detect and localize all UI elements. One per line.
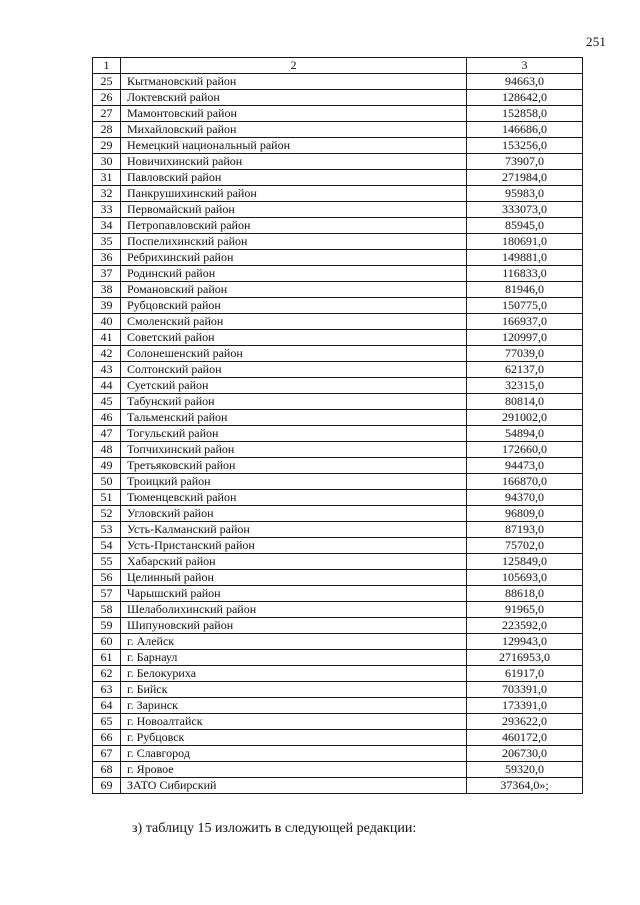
- row-number: 30: [93, 154, 121, 170]
- table-row: [93, 762, 583, 778]
- municipality-name: Ребрихинский район: [121, 250, 467, 266]
- amount-value: 59320,0: [467, 762, 583, 778]
- column-header-number: 1: [93, 58, 121, 74]
- row-number: 55: [93, 554, 121, 570]
- amount-value: 703391,0: [467, 682, 583, 698]
- amount-value: 85945,0: [467, 218, 583, 234]
- municipality-name: Целинный район: [121, 570, 467, 586]
- municipality-name: г. Рубцовск: [121, 730, 467, 746]
- municipality-name: Шелаболихинский район: [121, 602, 467, 618]
- row-number: 57: [93, 586, 121, 602]
- row-number: 66: [93, 730, 121, 746]
- municipality-name: Новичихинский район: [121, 154, 467, 170]
- row-number: 27: [93, 106, 121, 122]
- municipality-name: Локтевский район: [121, 90, 467, 106]
- municipality-name: Топчихинский район: [121, 442, 467, 458]
- table-row: [93, 154, 583, 170]
- municipality-name: Тюменцевский район: [121, 490, 467, 506]
- row-number: 60: [93, 634, 121, 650]
- municipality-name: ЗАТО Сибирский: [121, 778, 467, 794]
- table-row: [93, 506, 583, 522]
- amount-value: 128642,0: [467, 90, 583, 106]
- municipality-name: г. Бийск: [121, 682, 467, 698]
- amount-value: 73907,0: [467, 154, 583, 170]
- table-row: [93, 298, 583, 314]
- municipality-name: г. Славгород: [121, 746, 467, 762]
- amount-value: 150775,0: [467, 298, 583, 314]
- table-row: [93, 538, 583, 554]
- row-number: 56: [93, 570, 121, 586]
- amount-value: 293622,0: [467, 714, 583, 730]
- row-number: 62: [93, 666, 121, 682]
- amount-value: 37364,0»;: [467, 778, 583, 794]
- table-row: [93, 106, 583, 122]
- municipality-name: г. Алейск: [121, 634, 467, 650]
- amount-value: 166870,0: [467, 474, 583, 490]
- municipality-name: Петропавловский район: [121, 218, 467, 234]
- row-number: 59: [93, 618, 121, 634]
- amount-value: 271984,0: [467, 170, 583, 186]
- municipality-name: Хабарский район: [121, 554, 467, 570]
- municipality-name: Угловский район: [121, 506, 467, 522]
- municipality-name: Михайловский район: [121, 122, 467, 138]
- row-number: 35: [93, 234, 121, 250]
- row-number: 38: [93, 282, 121, 298]
- municipality-name: Тогульский район: [121, 426, 467, 442]
- table-row: [93, 362, 583, 378]
- table-row: [93, 410, 583, 426]
- row-number: 52: [93, 506, 121, 522]
- municipality-name: г. Барнаул: [121, 650, 467, 666]
- amount-value: 54894,0: [467, 426, 583, 442]
- row-number: 36: [93, 250, 121, 266]
- municipality-name: Первомайский район: [121, 202, 467, 218]
- row-number: 28: [93, 122, 121, 138]
- municipality-name: Суетский район: [121, 378, 467, 394]
- amount-value: 166937,0: [467, 314, 583, 330]
- table-row: [93, 186, 583, 202]
- municipality-name: Троицкий район: [121, 474, 467, 490]
- amount-value: 116833,0: [467, 266, 583, 282]
- amount-value: 32315,0: [467, 378, 583, 394]
- table-row: [93, 618, 583, 634]
- table-row: [93, 394, 583, 410]
- municipality-name: Шипуновский район: [121, 618, 467, 634]
- row-number: 45: [93, 394, 121, 410]
- table-row: [93, 138, 583, 154]
- municipality-name: г. Белокуриха: [121, 666, 467, 682]
- row-number: 26: [93, 90, 121, 106]
- table-row: [93, 74, 583, 90]
- municipality-name: Кытмановский район: [121, 74, 467, 90]
- table-row: [93, 250, 583, 266]
- amount-value: 87193,0: [467, 522, 583, 538]
- table-row: [93, 202, 583, 218]
- amount-value: 129943,0: [467, 634, 583, 650]
- table-row: [93, 442, 583, 458]
- amount-value: 172660,0: [467, 442, 583, 458]
- table-row: [93, 330, 583, 346]
- row-number: 32: [93, 186, 121, 202]
- row-number: 37: [93, 266, 121, 282]
- column-header-name: 2: [121, 58, 467, 74]
- table-row: [93, 586, 583, 602]
- table-row: [93, 378, 583, 394]
- municipality-name: Чарышский район: [121, 586, 467, 602]
- row-number: 42: [93, 346, 121, 362]
- amount-value: 149881,0: [467, 250, 583, 266]
- table-row: [93, 730, 583, 746]
- page-number: 251: [586, 34, 607, 49]
- amount-value: 152858,0: [467, 106, 583, 122]
- municipality-name: Рубцовский район: [121, 298, 467, 314]
- row-number: 41: [93, 330, 121, 346]
- row-number: 33: [93, 202, 121, 218]
- row-number: 43: [93, 362, 121, 378]
- amount-value: 62137,0: [467, 362, 583, 378]
- row-number: 29: [93, 138, 121, 154]
- row-number: 67: [93, 746, 121, 762]
- amount-value: 96809,0: [467, 506, 583, 522]
- amount-value: 94663,0: [467, 74, 583, 90]
- municipality-name: Усть-Пристанский район: [121, 538, 467, 554]
- municipality-name: Солтонский район: [121, 362, 467, 378]
- municipality-name: г. Новоалтайск: [121, 714, 467, 730]
- municipality-name: Родинский район: [121, 266, 467, 282]
- table-row: [93, 666, 583, 682]
- amount-value: 75702,0: [467, 538, 583, 554]
- row-number: 31: [93, 170, 121, 186]
- amount-value: 105693,0: [467, 570, 583, 586]
- table-row: [93, 746, 583, 762]
- row-number: 48: [93, 442, 121, 458]
- table-row: [93, 218, 583, 234]
- table-row: [93, 490, 583, 506]
- table-row: [93, 458, 583, 474]
- municipality-name: Смоленский район: [121, 314, 467, 330]
- amount-value: 94473,0: [467, 458, 583, 474]
- amount-value: 61917,0: [467, 666, 583, 682]
- table-row: [93, 314, 583, 330]
- row-number: 68: [93, 762, 121, 778]
- row-number: 39: [93, 298, 121, 314]
- table-row: [93, 714, 583, 730]
- amount-value: 81946,0: [467, 282, 583, 298]
- row-number: 61: [93, 650, 121, 666]
- table-row: [93, 698, 583, 714]
- municipality-name: Солонешенский район: [121, 346, 467, 362]
- amount-value: 88618,0: [467, 586, 583, 602]
- municipality-name: Панкрушихинский район: [121, 186, 467, 202]
- row-number: 64: [93, 698, 121, 714]
- table-row: [93, 554, 583, 570]
- row-number: 25: [93, 74, 121, 90]
- table-row: [93, 602, 583, 618]
- municipality-name: Поспелихинский район: [121, 234, 467, 250]
- amount-value: 206730,0: [467, 746, 583, 762]
- amendment-instruction: з) таблицу 15 изложить в следующей редакции:: [132, 821, 417, 836]
- amount-value: 95983,0: [467, 186, 583, 202]
- table-row: [93, 426, 583, 442]
- row-number: 58: [93, 602, 121, 618]
- amount-value: 2716953,0: [467, 650, 583, 666]
- amount-value: 460172,0: [467, 730, 583, 746]
- table-row: [93, 474, 583, 490]
- amount-value: 173391,0: [467, 698, 583, 714]
- table-row: [93, 266, 583, 282]
- municipality-name: г. Яровое: [121, 762, 467, 778]
- row-number: 51: [93, 490, 121, 506]
- municipality-name: Табунский район: [121, 394, 467, 410]
- amount-value: 91965,0: [467, 602, 583, 618]
- row-number: 46: [93, 410, 121, 426]
- amount-value: 146686,0: [467, 122, 583, 138]
- amount-value: 223592,0: [467, 618, 583, 634]
- table-row: [93, 522, 583, 538]
- municipality-name: Немецкий национальный район: [121, 138, 467, 154]
- table-row: [93, 234, 583, 250]
- table-row: [93, 170, 583, 186]
- amount-value: 120997,0: [467, 330, 583, 346]
- table-header-row: [93, 58, 583, 74]
- amount-value: 291002,0: [467, 410, 583, 426]
- amount-value: 180691,0: [467, 234, 583, 250]
- row-number: 53: [93, 522, 121, 538]
- amount-value: 77039,0: [467, 346, 583, 362]
- municipality-name: Мамонтовский район: [121, 106, 467, 122]
- table-row: [93, 282, 583, 298]
- amount-value: 94370,0: [467, 490, 583, 506]
- table-row: [93, 90, 583, 106]
- municipality-name: Третьяковский район: [121, 458, 467, 474]
- table-row: [93, 634, 583, 650]
- row-number: 34: [93, 218, 121, 234]
- column-header-value: 3: [467, 58, 583, 74]
- amount-value: 80814,0: [467, 394, 583, 410]
- table-body: [93, 74, 583, 794]
- amount-value: 333073,0: [467, 202, 583, 218]
- municipality-name: Павловский район: [121, 170, 467, 186]
- municipality-name: Усть-Калманский район: [121, 522, 467, 538]
- table-row: [93, 778, 583, 794]
- row-number: 54: [93, 538, 121, 554]
- municipality-name: г. Заринск: [121, 698, 467, 714]
- row-number: 50: [93, 474, 121, 490]
- amount-value: 153256,0: [467, 138, 583, 154]
- municipality-name: Советский район: [121, 330, 467, 346]
- row-number: 40: [93, 314, 121, 330]
- budget-table: [92, 57, 583, 794]
- row-number: 44: [93, 378, 121, 394]
- row-number: 63: [93, 682, 121, 698]
- municipality-name: Тальменский район: [121, 410, 467, 426]
- table-row: [93, 346, 583, 362]
- row-number: 69: [93, 778, 121, 794]
- table-row: [93, 122, 583, 138]
- row-number: 47: [93, 426, 121, 442]
- municipality-name: Романовский район: [121, 282, 467, 298]
- row-number: 49: [93, 458, 121, 474]
- table-row: [93, 650, 583, 666]
- table-row: [93, 570, 583, 586]
- amount-value: 125849,0: [467, 554, 583, 570]
- table-row: [93, 682, 583, 698]
- row-number: 65: [93, 714, 121, 730]
